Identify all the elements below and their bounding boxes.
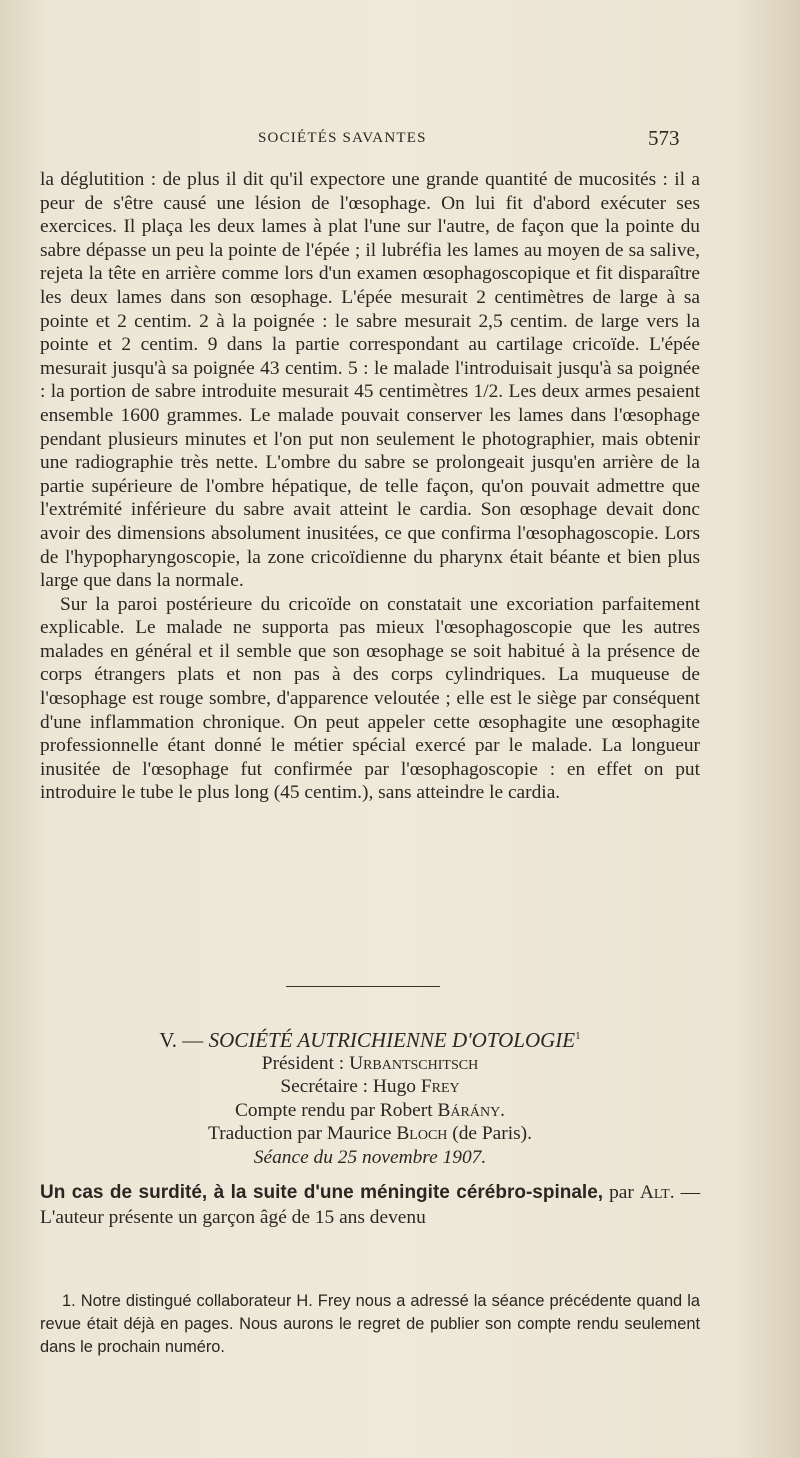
translation-line	[0, 1122, 740, 1145]
footnote: 1. Notre distingué collaborateur H. Frey nous a adressé la séance précédente quand la revue était déjà en pages. Nous aurons le regret de publier son compte rendu seulement dans le prochain numéro.	[40, 1292, 700, 1356]
article-text: — L'auteur présente un garçon âgé de 15 ans devenu	[40, 1182, 700, 1228]
article-by-label: par	[609, 1182, 634, 1203]
president-label: Président :	[261, 1053, 345, 1074]
footnote-marker: 1	[575, 1030, 581, 1042]
article-author: Alt.	[639, 1182, 675, 1203]
section-title: SOCIÉTÉ AUTRICHIENNE D'OTOLOGIE	[208, 1028, 576, 1052]
report-name: Bárány.	[437, 1099, 506, 1121]
body-text	[40, 168, 700, 805]
section-heading	[0, 1024, 740, 1169]
translation-suffix: (de Paris).	[452, 1123, 532, 1145]
president-line	[0, 1052, 740, 1075]
running-header	[0, 128, 800, 152]
report-line	[0, 1099, 740, 1122]
secretary-line	[0, 1075, 740, 1098]
secretary-label: Secrétaire : Hugo	[280, 1076, 417, 1098]
president-name: Urbantschitsch	[349, 1053, 479, 1074]
article-heading	[40, 1180, 700, 1230]
paragraph-2: Sur la paroi postérieure du cricoïde on constatait une excoriation parfaitement explicable. Le malade ne supporta pas mieux l'œsophagoscopie que les autres malades en général et il semble que son œsophage se soit habitué à la présence de corps étrangers plats et non pas à des corps cylindriques. La muqueuse de l'œsophage est rouge sombre, d'apparence veloutée ; elle est le siège par conséquent d'une inflammation chronique. On peut appeler cette œsophagite une œsophagite professionnelle étant donné le métier spécial exercé par le malade. La longueur inusitée de l'œsophage fut confirmée par l'œsophagoscopie : en effet on put introduire le tube le plus long (45 centim.), sans atteindre le cardia.	[40, 593, 700, 804]
section-divider	[286, 986, 440, 987]
report-label: Compte rendu par Robert	[234, 1099, 433, 1121]
session-line: Séance du 25 novembre 1907.	[253, 1146, 487, 1168]
translation-label: Traduction par Maurice	[208, 1123, 392, 1145]
running-title: SOCIÉTÉS SAVANTES	[258, 130, 427, 146]
page-number: 573	[648, 126, 680, 150]
section-title-line	[0, 1024, 740, 1052]
paragraph-1: la déglutition : de plus il dit qu'il expectore une grande quantité de mucosités : il a peur de s'être causé une lésion de l'œsophage. On lui fit d'abord exécuter ses exercices. Il plaça les deux lames à plat l'une sur l'autre, de façon que la pointe du sabre dépasse un peu la pointe de l'épée ; il lubréfia les lames au moyen de sa salive, rejeta la tête en arrière comme lors d'un examen œsophagoscopique et fit disparaître les deux lames dans son œsophage. L'épée mesurait 2 centimètres de large à sa pointe et 2 centim. 2 à la poignée : le sabre mesurait 2,5 centim. de large vers la pointe et 2 centim. 9 dans la partie correspondant au cartilage cricoïde. L'épée mesurait jusqu'à sa poignée 43 centim. 5 : le malade l'introduisait jusqu'à sa poignée : la portion de sabre introduite mesurait 45 centimètres 1/2. Les deux armes pesaient ensemble 1600 grammes. Le malade pouvait conserver les lames dans l'œsophage pendant plusieurs minutes et l'on put non seulement le photographier, mais obtenir une radiographie très nette. L'ombre du sabre se prolongeait jusqu'en arrière de la partie supérieure de l'ombre hépatique, de telle façon, qu'on pouvait admettre que l'extrémité inférieure du sabre avait atteint le cardia. Son œsophage devait donc avoir des dimensions absolument inusitées, ce que confirma l'œsophagoscopie. Lors de l'hypopharyngoscopie, la zone cricoïdienne du pharynx était béante et bien plus large que dans la normale.	[40, 169, 700, 592]
translation-name: Bloch	[396, 1123, 448, 1145]
secretary-name: Frey	[420, 1076, 460, 1098]
article-title: Un cas de surdité, à la suite d'une méningite cérébro-spinale,	[40, 1182, 604, 1203]
section-number: V. —	[159, 1028, 204, 1052]
